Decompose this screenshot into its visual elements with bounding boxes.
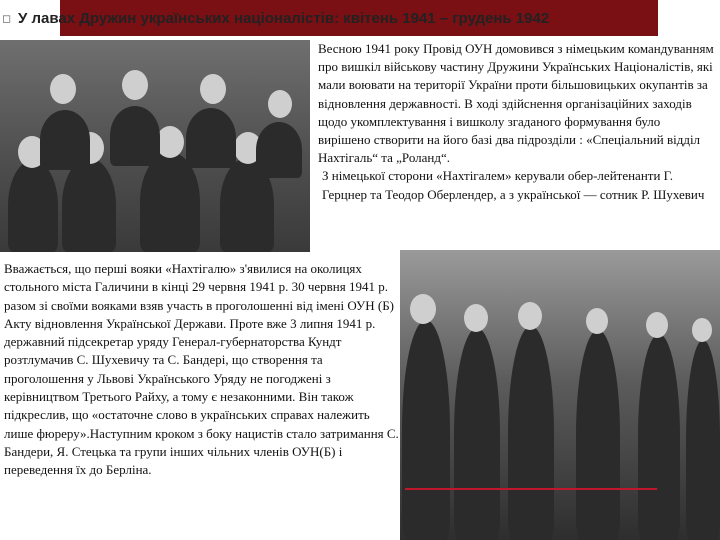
history-text-block <box>4 260 400 480</box>
soldiers-photo <box>400 250 720 540</box>
slide-title: У лавах Дружин українських націоналістів: квітень 1941 – грудень 1942 <box>18 10 550 27</box>
intro-text-block <box>318 40 714 204</box>
accent-line <box>405 488 657 490</box>
title-bar <box>0 0 720 36</box>
history-paragraph: Вважається, що перші вояки «Нахтігалю» з'явилися на околицях стольного міста Галичини в кінці 29 червня 1941 р. 30 червня 1941 р. разом зі своїми вояками взяв участь в проголошенні від імені ОУН (Б) Акту відновлення Української Держави. Проте вже 3 липня 1941 р. державний підсекретар уряду Генерал-губернаторства Кундт розтлумачив С. Шухевичу та С. Бандері, що створення та проголошення у Львові Українського Уряду не погоджені з керівництвом Третього Райху, а тому є незаконними. Він також підкреслив, що «остаточне слово в українських справах належить лише фюреру».Наступним кроком з боку нацистів стало затримання С. Бандери, Я. Стецька та групи інших чільних членів ОУН(Б) і переведення їх до Берліна. <box>4 261 399 478</box>
page-icon: ◻ <box>2 12 12 25</box>
group-photo <box>0 40 310 252</box>
intro-paragraph: Весною 1941 року Провід ОУН домовився з німецьким командуванням про вишкіл військову частину Дружини Українських Націоналістів, які мали воювати на території України проти більшовицьких окупантів за відновлення державності. В ході здійснення організаційних заходів щодо укомплектування і вишколу згаданого формування було вирішено створити на його базі два підрозділи : «Спеціальний відділ Нахтігаль“ та „Роланд“. <box>318 41 714 166</box>
photo-caption: З німецької сторони «Нахтігалем» керували обер-лейтенанти Г. Герцнер та Теодор Оберлендер, а з української — сотник Р. Шухевич <box>322 168 705 202</box>
